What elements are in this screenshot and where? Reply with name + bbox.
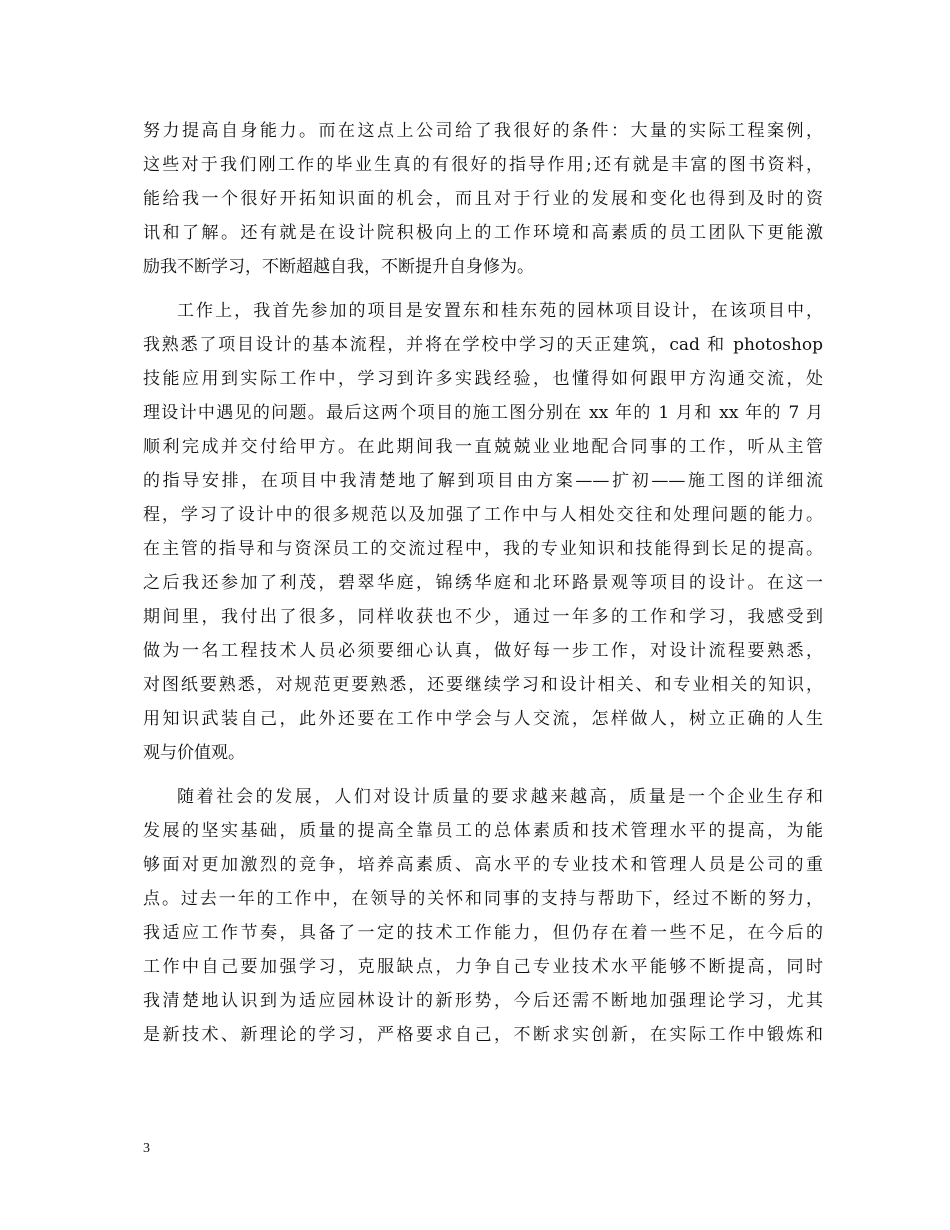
text-line: 我熟悉了项目设计的基本流程，并将在学校中学习的天正建筑，cad 和 photoshop	[143, 335, 823, 355]
text-line: 努力提高自身能力。而在这点上公司给了我很好的条件：大量的实际工程案例，	[143, 121, 823, 141]
text-line: 技能应用到实际工作中，学习到许多实践经验，也懂得如何跟甲方沟通交流，处	[143, 369, 823, 389]
text-line: 工作中自己要加强学习，克服缺点，力争自己专业技术水平能够不断提高，同时	[143, 957, 823, 977]
text-line: 发展的坚实基础，质量的提高全靠员工的总体素质和技术管理水平的提高，为能	[143, 821, 823, 841]
text-line: 理设计中遇见的问题。最后这两个项目的施工图分别在 xx 年的 1 月和 xx 年的 7 月	[143, 403, 823, 423]
text-line: 做为一名工程技术人员必须要细心认真，做好每一步工作，对设计流程要熟悉，	[143, 641, 823, 661]
text-line: 工作上，我首先参加的项目是安置东和桂东苑的园林项目设计，在该项目中，	[177, 301, 823, 321]
text-line: 点。过去一年的工作中，在领导的关怀和同事的支持与帮助下，经过不断的努力，	[143, 889, 823, 909]
text-line: 励我不断学习，不断超越自我，不断提升自身修为。	[143, 257, 534, 277]
page-number: 3	[143, 1141, 150, 1156]
text-line: 的指导安排，在项目中我清楚地了解到项目由方案——扩初——施工图的详细流	[143, 471, 823, 491]
text-line: 够面对更加激烈的竞争，培养高素质、高水平的专业技术和管理人员是公司的重	[143, 855, 823, 875]
text-line: 讯和了解。还有就是在设计院积极向上的工作环境和高素质的员工团队下更能激	[143, 223, 823, 243]
text-line: 顺利完成并交付给甲方。在此期间我一直兢兢业业地配合同事的工作，听从主管	[143, 437, 823, 457]
text-line: 期间里，我付出了很多，同样收获也不少，通过一年多的工作和学习，我感受到	[143, 607, 823, 627]
text-line: 之后我还参加了利茂，碧翠华庭，锦绣华庭和北环路景观等项目的设计。在这一	[143, 573, 823, 593]
text-line: 我清楚地认识到为适应园林设计的新形势，今后还需不断地加强理论学习，尤其	[143, 991, 823, 1011]
text-line: 我适应工作节奏，具备了一定的技术工作能力，但仍存在着一些不足，在今后的	[143, 923, 823, 943]
text-line: 在主管的指导和与资深员工的交流过程中，我的专业知识和技能得到长足的提高。	[143, 539, 823, 559]
text-line: 用知识武装自己，此外还要在工作中学会与人交流，怎样做人，树立正确的人生	[143, 709, 823, 729]
text-line: 程，学习了设计中的很多规范以及加强了工作中与人相处交往和处理问题的能力。	[143, 505, 823, 525]
text-line: 这些对于我们刚工作的毕业生真的有很好的指导作用;还有就是丰富的图书资料，	[143, 155, 823, 175]
text-line: 是新技术、新理论的学习，严格要求自己，不断求实创新，在实际工作中锻炼和	[143, 1025, 823, 1045]
text-line: 随着社会的发展，人们对设计质量的要求越来越高，质量是一个企业生存和	[177, 787, 823, 807]
text-line: 对图纸要熟悉，对规范更要熟悉，还要继续学习和设计相关、和专业相关的知识，	[143, 675, 823, 695]
text-line: 能给我一个很好开拓知识面的机会，而且对于行业的发展和变化也得到及时的资	[143, 189, 823, 209]
text-line: 观与价值观。	[143, 743, 245, 763]
